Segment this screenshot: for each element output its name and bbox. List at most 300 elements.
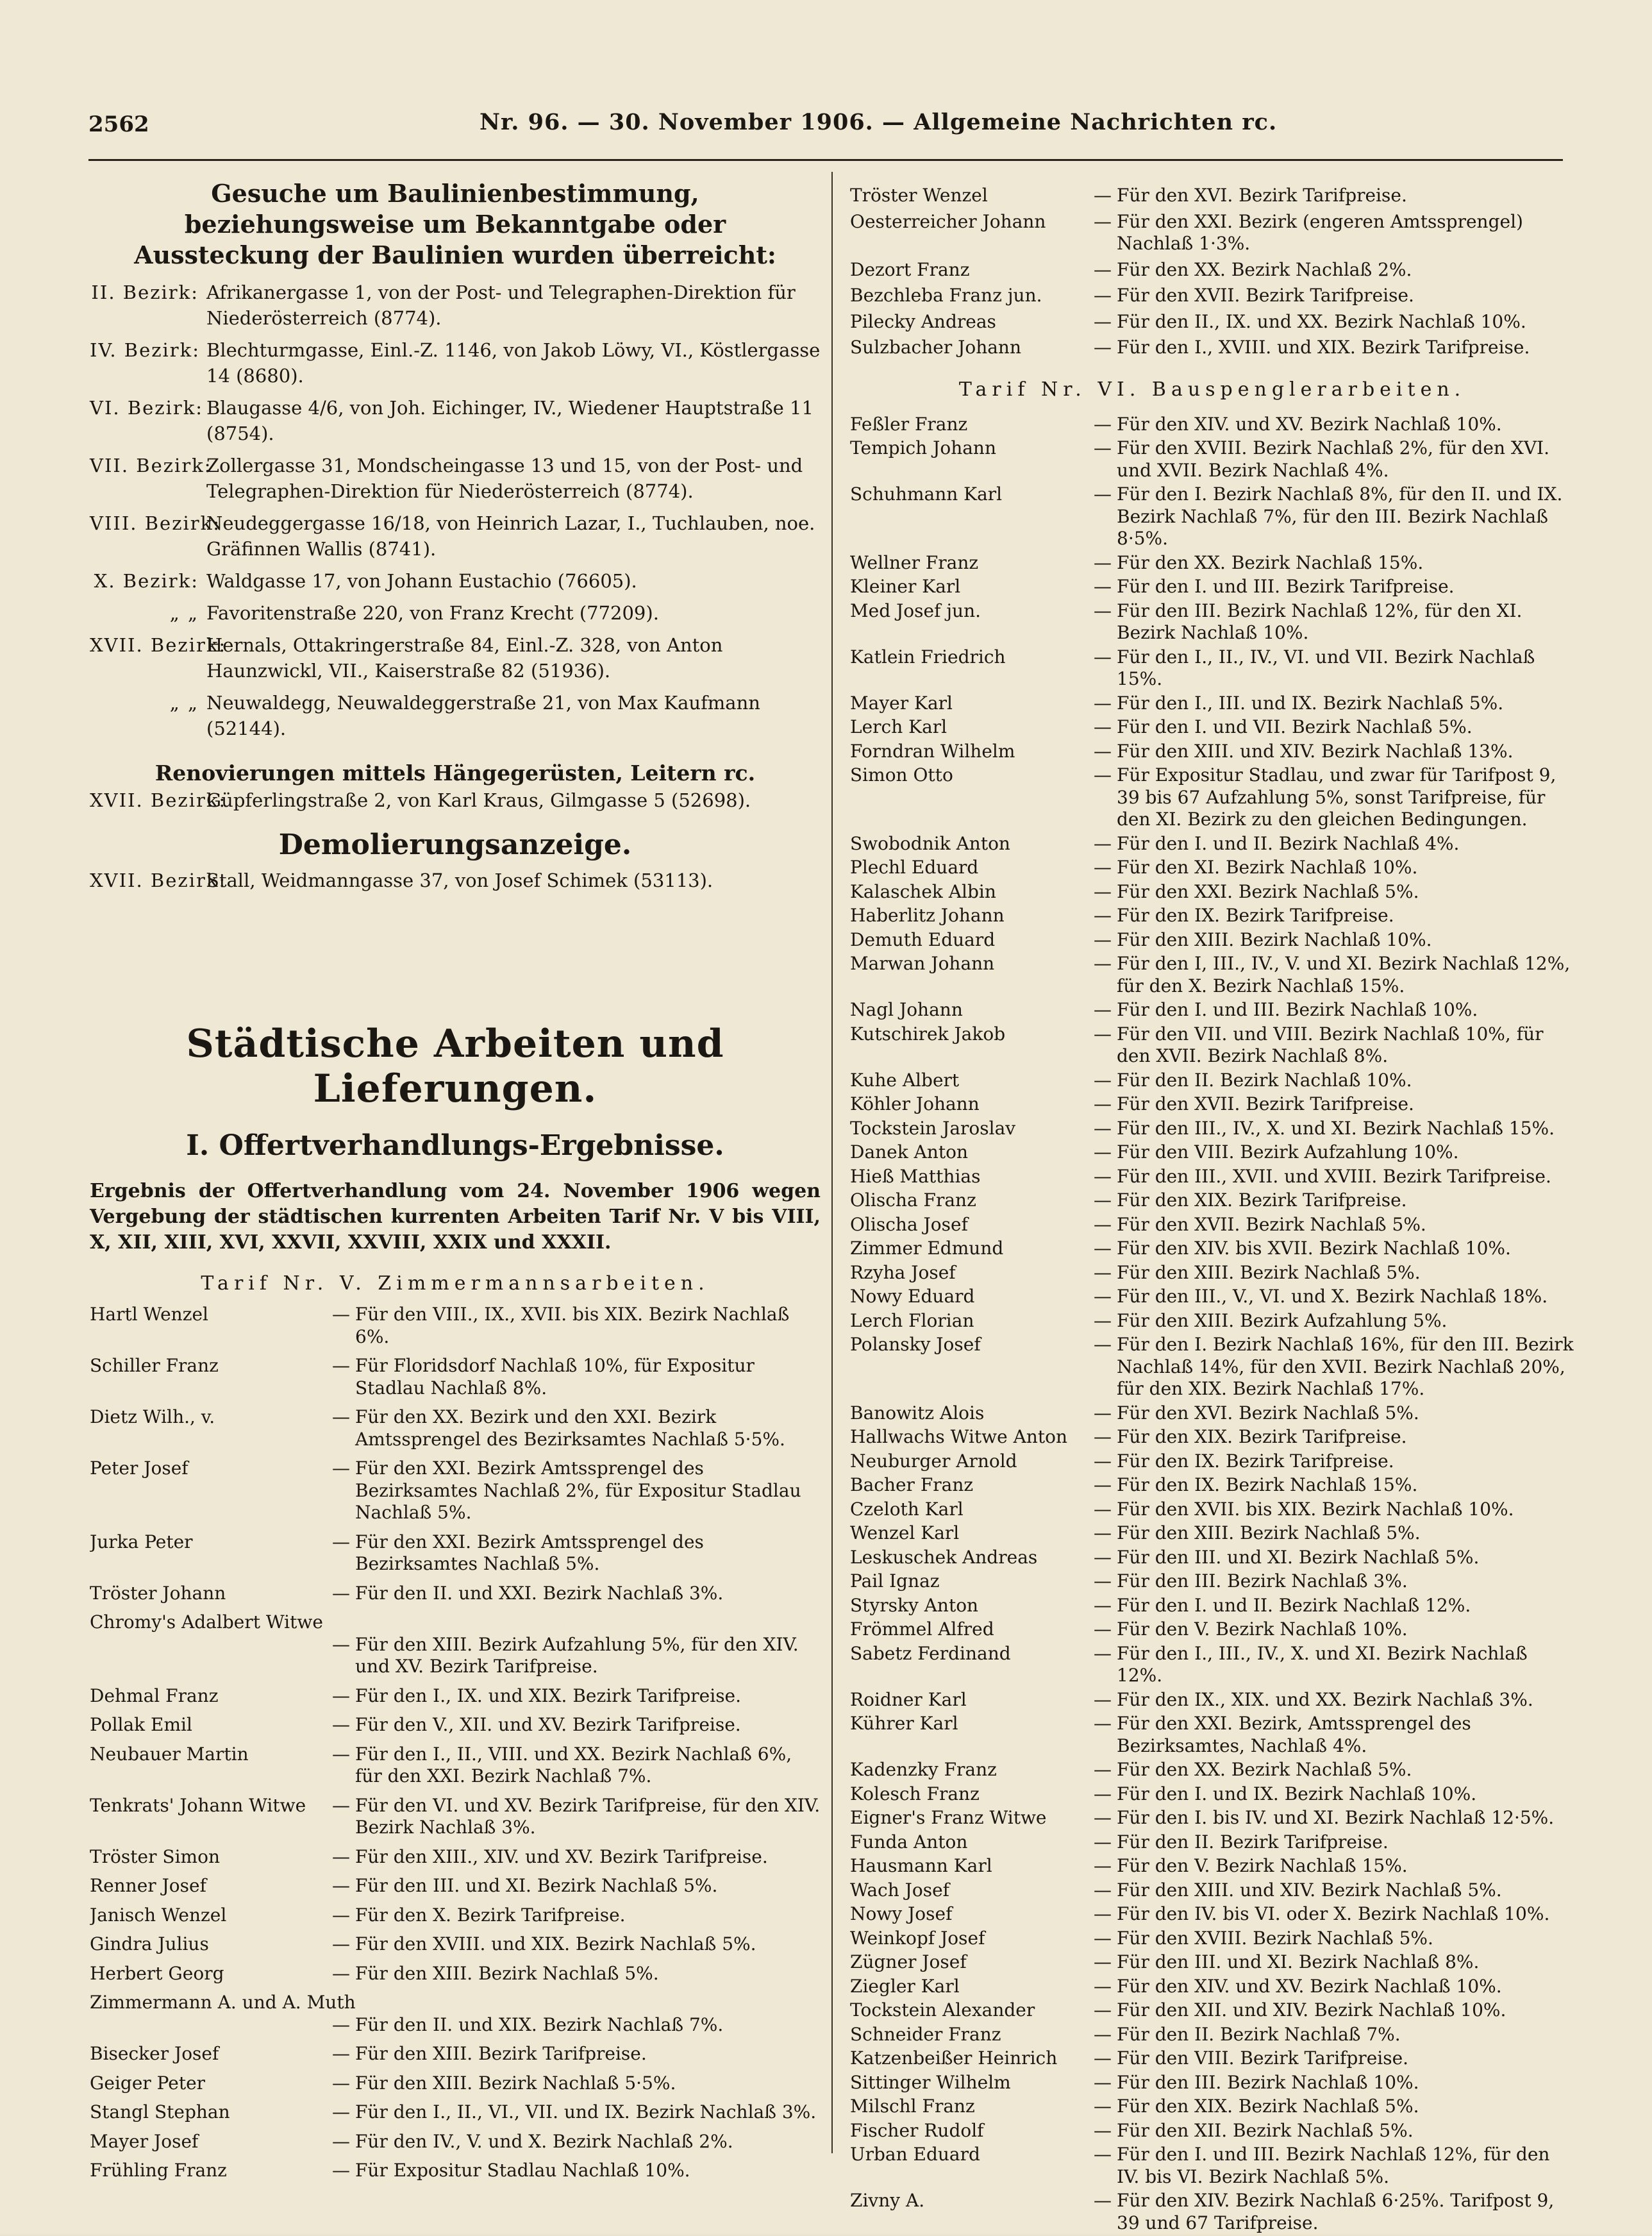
- entry-text: Für den XXI. Bezirk Amtssprengel des Bezirksamtes Nachlaß 2%, für Expositur Stadlau Nachlaß 5%.: [355, 1458, 801, 1523]
- entry-spacer: [90, 1634, 327, 1678]
- entry-text: Für den XIV. bis XVII. Bezirk Nachlaß 10%.: [1117, 1238, 1511, 1259]
- entry-dash: —: [1094, 437, 1112, 458]
- entry-text: Für den XIV. und XV. Bezirk Nachlaß 10%.: [1117, 1975, 1502, 1997]
- list-item: [850, 1783, 1574, 1806]
- list-item: [850, 929, 1574, 952]
- entry-dash: —: [1094, 310, 1112, 332]
- entry-text: Für den II. Bezirk Tarifpreise.: [1117, 1831, 1389, 1853]
- entry-text: Für den VIII. Bezirk Tarifpreise.: [1117, 2047, 1409, 2069]
- entry-text: Für den I. und III. Bezirk Nachlaß 12%, für den IV. bis VI. Bezirk Nachlaß 5%.: [1117, 2144, 1550, 2187]
- entry-dash: —: [1094, 1831, 1112, 1853]
- entry-text: Für den XIV. Bezirk Nachlaß 6·25%. Tarifpost 9, 39 und 67 Tarifpreise.: [1117, 2190, 1555, 2233]
- entry-name: Pail Ignaz: [850, 1570, 940, 1592]
- entry-dash: —: [1094, 2047, 1112, 2069]
- list-item: [850, 1595, 1574, 1617]
- entry-text: Für den I, III., IV., V. und XI. Bezirk Nachlaß 12%, für den X. Bezirk Nachlaß 15%.: [1117, 953, 1571, 996]
- entry-text: Für den I., III. und IX. Bezirk Nachlaß 5%.: [1117, 692, 1504, 714]
- entry-name: Neuburger Arnold: [850, 1450, 1017, 1472]
- entry-name: Urban Eduard: [850, 2144, 980, 2165]
- entry-dash: —: [1094, 1023, 1112, 1045]
- entry-dash: —: [1094, 1879, 1112, 1901]
- entry-name: Bisecker Josef: [90, 2043, 219, 2064]
- entry-text: Für den XX. Bezirk Nachlaß 2%.: [1117, 258, 1412, 280]
- entry-dash: —: [1094, 905, 1112, 926]
- entry-text: Für den III., XVII. und XVIII. Bezirk Tarifpreise.: [1117, 1165, 1551, 1187]
- entry-dash: —: [332, 1633, 350, 1655]
- entry-text: Für den II., IX. und XX. Bezirk Nachlaß 10%.: [1117, 310, 1526, 332]
- entry-dash: —: [1094, 285, 1112, 306]
- entry-dash: —: [1094, 600, 1112, 621]
- entry-name: Katzenbeißer Heinrich: [850, 2047, 1058, 2069]
- demolierung-heading: Demolierungsanzeige.: [278, 828, 632, 861]
- entry-text: Für den XI. Bezirk Nachlaß 10%.: [1117, 857, 1418, 878]
- entry-name: Milschl Franz: [850, 2096, 975, 2117]
- entry-dash: —: [1094, 1334, 1112, 1355]
- list-item: [850, 1286, 1574, 1308]
- entry-dash: —: [1094, 857, 1112, 878]
- list-item: [850, 1118, 1574, 1140]
- entry-text: Für den III., V., VI. und X. Bezirk Nachlaß 18%.: [1117, 1286, 1548, 1307]
- entry-text: Für den V., XII. und XV. Bezirk Tarifpreise.: [355, 1714, 741, 1735]
- entry-text: Für den XIII. Bezirk Aufzahlung 5%.: [1117, 1309, 1448, 1331]
- entry-dash: —: [1094, 1618, 1112, 1640]
- entry-name: Jurka Peter: [90, 1531, 193, 1552]
- entry-name: Simon Otto: [850, 764, 953, 786]
- entry-text: Für den III. und XI. Bezirk Nachlaß 8%.: [1117, 1951, 1480, 1972]
- list-item: [850, 1951, 1574, 1974]
- entry-name: Ziegler Karl: [850, 1975, 960, 1997]
- list-item: [90, 1406, 821, 1450]
- entry-name: Hartl Wenzel: [90, 1304, 208, 1325]
- entry-text: Für den VIII., IX., XVII. bis XIX. Bezirk Nachlaß 6%.: [355, 1304, 790, 1347]
- entry-name: Lerch Karl: [850, 716, 947, 737]
- list-item: [850, 1499, 1574, 1521]
- entry-text: Für den III. Bezirk Nachlaß 3%.: [1117, 1570, 1408, 1592]
- entry-dash: —: [332, 1933, 350, 1954]
- entry-text: Für den XIII. Bezirk Nachlaß 5·5%.: [355, 2072, 676, 2094]
- bezirk-text: Waldgasse 17, von Johann Eustachio (76605).: [206, 570, 637, 592]
- entry-dash: —: [1094, 1213, 1112, 1235]
- subsection-title: I. Offertverhandlungs-Ergebnisse.: [186, 1129, 724, 1162]
- entry-text: Für den IV. bis VI. oder X. Bezirk Nachlaß 10%.: [1117, 1903, 1550, 1924]
- list-item: [90, 1744, 821, 1788]
- entry-text: Für den I., II., IV., VI. und VII. Bezirk Nachlaß 15%.: [1117, 646, 1535, 689]
- entry-dash: —: [1094, 1522, 1112, 1543]
- entry-dash: —: [332, 1845, 350, 1867]
- entry-dash: —: [332, 1304, 350, 1325]
- bezirk-label: II. Bezirk:: [91, 282, 199, 303]
- entry-name: Styrsky Anton: [850, 1594, 979, 1616]
- entry-text: Für den XIII. und XIV. Bezirk Nachlaß 5%.: [1117, 1879, 1502, 1901]
- entry-name: Nowy Josef: [850, 1903, 953, 1924]
- entry-dash: —: [1094, 413, 1112, 435]
- entry-dash: —: [1094, 764, 1112, 786]
- entry-name: Zimmermann A. und A. Muth: [90, 1992, 356, 2013]
- list-item: [850, 857, 1574, 879]
- list-item: [850, 285, 1574, 307]
- entry-name: Banowitz Alois: [850, 1402, 985, 1424]
- list-item: [90, 1846, 821, 1869]
- entry-text: Für den I., III., IV., X. und XI. Bezirk Nachlaß 12%.: [1117, 1642, 1528, 1686]
- list-item: [850, 1474, 1574, 1497]
- entry-name: Nagl Johann: [850, 999, 963, 1020]
- entry-text: Für den I., II., VIII. und XX. Bezirk Nachlaß 6%, für den XXI. Bezirk Nachlaß 7%.: [355, 1743, 792, 1786]
- entry-text: Für den II. Bezirk Nachlaß 7%.: [1117, 2023, 1401, 2045]
- entry-name: Frömmel Alfred: [850, 1618, 994, 1640]
- entry-text: Für den V. Bezirk Nachlaß 10%.: [1117, 1618, 1408, 1640]
- entry-name: Mayer Karl: [850, 692, 953, 714]
- entry-dash: —: [332, 1458, 350, 1479]
- entry-text: Für den I. und IX. Bezirk Nachlaß 10%.: [1117, 1783, 1477, 1804]
- list-item: [850, 881, 1574, 904]
- entry-text: Für den I. und III. Bezirk Tarifpreise.: [1117, 576, 1455, 597]
- entry-name: Leskuschek Andreas: [850, 1546, 1038, 1568]
- entry-text: Für den XIII. Bezirk Nachlaß 5%.: [1117, 1261, 1421, 1283]
- bezirk-label: „ „: [169, 602, 199, 624]
- entry-text: Für den II. Bezirk Nachlaß 10%.: [1117, 1069, 1412, 1091]
- gesuch-entry: [90, 690, 821, 741]
- entry-text: Für den IX. Bezirk Tarifpreise.: [1117, 905, 1394, 926]
- entry-name: Zügner Josef: [850, 1951, 967, 1972]
- entry-dash: —: [332, 1875, 350, 1896]
- entry-text: Für den XXI. Bezirk, Amtssprengel des Bezirksamtes, Nachlaß 4%.: [1117, 1713, 1471, 1756]
- entry-text: Für den IV., V. und X. Bezirk Nachlaß 2%.: [355, 2130, 733, 2152]
- entry-text: Für den II. und XXI. Bezirk Nachlaß 3%.: [355, 1582, 724, 1604]
- bezirk-text: Güpferlingstraße 2, von Karl Kraus, Gilmgasse 5 (52698).: [206, 789, 751, 811]
- entry-dash: —: [1094, 185, 1112, 206]
- entry-text: Für den III., IV., X. und XI. Bezirk Nachlaß 15%.: [1117, 1117, 1555, 1139]
- list-item: [850, 414, 1574, 436]
- entry-continuation: [90, 2014, 821, 2037]
- entry-text: Für den I. und VII. Bezirk Nachlaß 5%.: [1117, 716, 1473, 737]
- entry-name: Janisch Wenzel: [90, 1904, 227, 1926]
- bezirk-text: Stall, Weidmanngasse 37, von Josef Schimek (53113).: [206, 870, 713, 891]
- entry-dash: —: [1094, 1426, 1112, 1447]
- gesuch-entry: [90, 395, 821, 446]
- list-item: [90, 1992, 821, 2036]
- entry-text: Für den I., II., VI., VII. und IX. Bezirk Nachlaß 3%.: [355, 2101, 817, 2123]
- entry-dash: —: [1094, 1141, 1112, 1163]
- entry-dash: —: [1094, 1474, 1112, 1495]
- list-item: [90, 1531, 821, 1576]
- list-item: [90, 1304, 821, 1348]
- entry-name: Hausmann Karl: [850, 1855, 992, 1876]
- list-item: [90, 1904, 821, 1927]
- entry-text: Für den XIII. Bezirk Nachlaß 5%.: [1117, 1522, 1421, 1543]
- entry-text: Für den XVIII. Bezirk Nachlaß 2%, für den XVI. und XVII. Bezirk Nachlaß 4%.: [1117, 437, 1550, 481]
- list-item: [850, 437, 1574, 482]
- list-item: [90, 2131, 821, 2153]
- entry-text: Für den VI. und XV. Bezirk Tarifpreise, für den XIV. Bezirk Nachlaß 3%.: [355, 1794, 821, 1838]
- entry-dash: —: [1094, 1069, 1112, 1091]
- entry-name: Schiller Franz: [90, 1355, 219, 1376]
- entry-dash: —: [1094, 1594, 1112, 1616]
- entry-name: Renner Josef: [90, 1875, 206, 1896]
- entry-text: Für den XIX. Bezirk Nachlaß 5%.: [1117, 2096, 1419, 2117]
- gesuche-heading: Gesuche um Baulinienbestimmung, beziehungsweise um Bekanntgabe oder Aussteckung der Baulinien wurden überreicht:: [134, 179, 776, 269]
- entry-dash: —: [1094, 1238, 1112, 1259]
- list-item: [90, 2043, 821, 2065]
- entry-name: Wellner Franz: [850, 551, 979, 573]
- bezirk-label: X. Bezirk:: [94, 570, 199, 592]
- gesuch-entry: [90, 600, 821, 626]
- list-item: [850, 1450, 1574, 1473]
- entry-text: Für den XIV. und XV. Bezirk Nachlaß 10%.: [1117, 413, 1502, 435]
- entry-text: Für den XXI. Bezirk Amtssprengel des Bezirksamtes Nachlaß 5%.: [355, 1531, 704, 1574]
- entry-dash: —: [1094, 1855, 1112, 1876]
- list-item: [850, 1238, 1574, 1260]
- renovierungen-entry: [90, 787, 821, 813]
- entry-dash: —: [332, 2160, 350, 2181]
- list-item: [850, 1643, 1574, 1687]
- entry-text: Für den I. und III. Bezirk Nachlaß 10%.: [1117, 999, 1478, 1020]
- entry-dash: —: [1094, 692, 1112, 714]
- entry-dash: —: [1094, 716, 1112, 737]
- entry-text: Für den III. Bezirk Nachlaß 10%.: [1117, 2071, 1419, 2093]
- entry-name: Pilecky Andreas: [850, 310, 996, 332]
- bezirk-text: Zollergasse 31, Mondscheingasse 13 und 15, von der Post- und Telegraphen-Direktion für Niederösterreich (8774).: [206, 455, 803, 502]
- entry-text: Für den XIII. Bezirk Nachlaß 10%.: [1117, 929, 1432, 950]
- list-item: [850, 600, 1574, 644]
- entry-dash: —: [1094, 1261, 1112, 1283]
- entry-name: Olischa Franz: [850, 1189, 976, 1211]
- entry-name: Czeloth Karl: [850, 1498, 964, 1520]
- list-item: [90, 1875, 821, 1897]
- list-item: [850, 1879, 1574, 1902]
- entry-text: Für den XVI. Bezirk Tarifpreise.: [1117, 185, 1407, 206]
- entry-text: Für den XX. Bezirk und den XXI. Bezirk Amtssprengel des Bezirksamtes Nachlaß 5·5%.: [355, 1406, 785, 1450]
- gesuch-entry: [90, 337, 821, 389]
- entry-dash: —: [332, 1904, 350, 1926]
- bezirk-label: XVII. Bezirk:: [90, 870, 227, 891]
- list-item: [850, 2144, 1574, 2188]
- list-item: [850, 2096, 1574, 2118]
- list-item: [850, 1855, 1574, 1878]
- entry-name: Gindra Julius: [90, 1933, 209, 1954]
- entry-dash: —: [1094, 1807, 1112, 1828]
- page-number: 2562: [88, 112, 149, 137]
- entry-dash: —: [1094, 2190, 1112, 2211]
- list-item: [850, 1928, 1574, 1950]
- bezirk-label: „ „: [169, 692, 199, 714]
- list-item: [90, 1963, 821, 1985]
- entry-dash: —: [332, 1355, 350, 1376]
- entry-text: Für den II. und XIX. Bezirk Nachlaß 7%.: [355, 2013, 724, 2035]
- entry-text: Für den XIII. Bezirk Aufzahlung 5%, für den XIV. und XV. Bezirk Tarifpreise.: [355, 1633, 799, 1677]
- entry-name: Kuhe Albert: [850, 1069, 960, 1091]
- entry-name: Peter Josef: [90, 1458, 188, 1479]
- list-item: [90, 2101, 821, 2124]
- entry-text: Für den III. und XI. Bezirk Nachlaß 5%.: [355, 1875, 718, 1896]
- entry-dash: —: [332, 1794, 350, 1816]
- entry-text: Für den IX. Bezirk Tarifpreise.: [1117, 1450, 1394, 1472]
- entry-text: Für den I. bis IV. und XI. Bezirk Nachlaß 12·5%.: [1117, 1807, 1555, 1828]
- list-item: [850, 2024, 1574, 2046]
- list-item: [850, 716, 1574, 739]
- entry-name: Frühling Franz: [90, 2160, 227, 2181]
- entry-name: Neubauer Martin: [90, 1743, 249, 1765]
- entry-dash: —: [1094, 740, 1112, 762]
- list-item: [850, 483, 1574, 550]
- entry-text: Für den XIII. Bezirk Nachlaß 5%.: [355, 1962, 659, 1984]
- entry-name: Schuhmann Karl: [850, 483, 1003, 505]
- entry-name: Bacher Franz: [850, 1474, 974, 1495]
- entry-text: Für Expositur Stadlau, und zwar für Tarifpost 9, 39 bis 67 Aufzahlung 5%, sonst Tarifpreise, für den XI. Bezirk zu den gleichen Bedingungen.: [1117, 764, 1556, 830]
- bezirk-text: Neuwaldegg, Neuwaldeggerstraße 21, von Max Kaufmann (52144).: [206, 692, 760, 739]
- entry-text: Für den XIII. und XIV. Bezirk Nachlaß 13%.: [1117, 740, 1514, 762]
- entry-dash: —: [1094, 2023, 1112, 2045]
- entry-name: Herbert Georg: [90, 1962, 224, 1984]
- entry-text: Für den III. und XI. Bezirk Nachlaß 5%.: [1117, 1546, 1480, 1568]
- entry-dash: —: [332, 1962, 350, 1984]
- entry-name: Funda Anton: [850, 1831, 968, 1853]
- entry-text: Für den III. Bezirk Nachlaß 12%, für den XI. Bezirk Nachlaß 10%.: [1117, 600, 1523, 643]
- entry-dash: —: [1094, 2119, 1112, 2141]
- entry-dash: —: [1094, 1783, 1112, 1804]
- entry-text: Für den XVII. bis XIX. Bezirk Nachlaß 10%.: [1117, 1498, 1514, 1520]
- entry-text: Für den IX. Bezirk Nachlaß 15%.: [1117, 1474, 1418, 1495]
- list-item: [850, 2120, 1574, 2142]
- bezirk-label: XVII. Bezirk:: [90, 789, 227, 811]
- entry-dash: —: [1094, 1975, 1112, 1997]
- entry-name: Roidner Karl: [850, 1688, 967, 1710]
- entry-dash: —: [332, 2130, 350, 2152]
- entry-name: Kalaschek Albin: [850, 880, 996, 902]
- entry-dash: —: [1094, 999, 1112, 1020]
- entry-text: Für den XII. und XIV. Bezirk Nachlaß 10%.: [1117, 1999, 1506, 2021]
- list-item: [850, 764, 1574, 831]
- bezirk-label: IV. Bezirk:: [90, 339, 200, 361]
- entry-name: Kleiner Karl: [850, 576, 961, 597]
- list-item: [850, 1426, 1574, 1449]
- list-item: [850, 1976, 1574, 1998]
- list-item: [850, 1522, 1574, 1545]
- entry-name: Plechl Eduard: [850, 857, 979, 878]
- entry-text: Für den I. Bezirk Nachlaß 8%, für den II. und IX. Bezirk Nachlaß 7%, für den III. Bezirk Nachlaß 8·5%.: [1117, 483, 1563, 549]
- list-item: [90, 1795, 821, 1839]
- list-item: [850, 1618, 1574, 1641]
- list-item: [850, 2047, 1574, 2070]
- renovierungen-heading: Renovierungen mittels Hängegerüsten, Leitern rc.: [154, 761, 756, 786]
- entry-dash: —: [1094, 1688, 1112, 1710]
- entry-name: Tenkrats' Johann Witwe: [90, 1794, 306, 1816]
- list-item: [850, 1903, 1574, 1926]
- list-item: [850, 999, 1574, 1021]
- entry-name: Forndran Wilhelm: [850, 740, 1015, 762]
- entry-text: Für den XVI. Bezirk Nachlaß 5%.: [1117, 1402, 1419, 1424]
- list-item: [90, 2072, 821, 2095]
- tarif-heading: Tarif Nr. V. Zimmermannsarbeiten.: [201, 1272, 710, 1295]
- entry-name: Mayer Josef: [90, 2130, 199, 2152]
- entry-dash: —: [1094, 483, 1112, 505]
- entry-name: Demuth Eduard: [850, 929, 996, 950]
- list-item: [850, 211, 1574, 255]
- bezirk-text: Favoritenstraße 220, von Franz Krecht (77209).: [206, 602, 659, 624]
- list-item: [850, 741, 1574, 763]
- left-entry-list: [90, 1304, 821, 2182]
- entry-dash: —: [1094, 210, 1112, 232]
- entry-dash: —: [1094, 2071, 1112, 2093]
- entry-text: Für den XVII. Bezirk Tarifpreise.: [1117, 1093, 1414, 1114]
- list-item: [90, 2160, 821, 2182]
- entry-dash: —: [1094, 1642, 1112, 1664]
- entry-name: Sulzbacher Johann: [850, 337, 1021, 358]
- entry-name: Dietz Wilh., v.: [90, 1406, 215, 1427]
- entry-dash: —: [1094, 953, 1112, 974]
- gesuch-entry: [90, 453, 821, 504]
- entry-dash: —: [332, 2043, 350, 2064]
- list-item: [90, 1583, 821, 1605]
- list-item: [850, 1070, 1574, 1092]
- list-item: [90, 1458, 821, 1524]
- entry-dash: —: [1094, 1402, 1112, 1424]
- bezirk-text: Blaugasse 4/6, von Joh. Eichinger, IV., Wiedener Hauptstraße 11 (8754).: [206, 397, 813, 444]
- entry-name: Kolesch Franz: [850, 1783, 980, 1804]
- entry-text: Für den XIX. Bezirk Tarifpreise.: [1117, 1189, 1407, 1211]
- entry-name: Wach Josef: [850, 1879, 950, 1901]
- entry-name: Olischa Josef: [850, 1213, 968, 1235]
- entry-text: Für den X. Bezirk Tarifpreise.: [355, 1904, 626, 1926]
- list-item: [850, 1689, 1574, 1711]
- entry-name: Sabetz Ferdinand: [850, 1642, 1011, 1664]
- entry-name: Kadenzky Franz: [850, 1759, 997, 1780]
- ergebnis-intro: Ergebnis der Offertverhandlung vom 24. November 1906 wegen Vergebung der städtischen kurrenten Arbeiten Tarif Nr. V bis VIII, X, XII, XIII, XVI, XXVII, XXVIII, XXIX und XXXII.: [90, 1180, 821, 1254]
- list-item: [850, 646, 1574, 691]
- list-item: [90, 1685, 821, 1708]
- entry-name: Feßler Franz: [850, 413, 968, 435]
- list-item: [850, 833, 1574, 855]
- entry-name: Eigner's Franz Witwe: [850, 1807, 1047, 1828]
- entry-text: Für den XX. Bezirk Nachlaß 15%.: [1117, 551, 1424, 573]
- right-entry-list-b: [850, 414, 1574, 2235]
- entry-dash: —: [332, 1531, 350, 1552]
- entry-dash: —: [1094, 2144, 1112, 2165]
- tarif-heading: Tarif Nr. VI. Bauspenglerarbeiten.: [958, 378, 1466, 401]
- entry-dash: —: [1094, 337, 1112, 358]
- entry-name: Geiger Peter: [90, 2072, 206, 2094]
- entry-dash: —: [1094, 1999, 1112, 2021]
- list-item: [850, 693, 1574, 715]
- bezirk-text: Afrikanergasse 1, von der Post- und Telegraphen-Direktion für Niederösterreich (8774).: [206, 282, 796, 329]
- entry-dash: —: [332, 1743, 350, 1765]
- entry-name: Pollak Emil: [90, 1714, 192, 1735]
- entry-name: Kührer Karl: [850, 1713, 958, 1734]
- bezirk-label: VIII. Bezirk:: [90, 512, 221, 534]
- entry-name: Nowy Eduard: [850, 1286, 975, 1307]
- entry-text: Für den I., IX. und XIX. Bezirk Tarifpreise.: [355, 1685, 742, 1706]
- entry-dash: —: [332, 2101, 350, 2123]
- entry-dash: —: [1094, 1093, 1112, 1114]
- entry-text: Für den I. Bezirk Nachlaß 16%, für den III. Bezirk Nachlaß 14%, für den XVII. Bezirk Nachlaß 20%, für den XIX. Bezirk Nachlaß 17%.: [1117, 1334, 1574, 1399]
- list-item: [850, 1262, 1574, 1284]
- list-item: [850, 1166, 1574, 1188]
- list-item: [850, 337, 1574, 359]
- entry-text: Für den I., XVIII. und XIX. Bezirk Tarifpreise.: [1117, 337, 1530, 358]
- entry-text: Für den XVII. Bezirk Nachlaß 5%.: [1117, 1213, 1426, 1235]
- entry-dash: —: [1094, 2096, 1112, 2117]
- list-item: [850, 905, 1574, 927]
- entry-dash: —: [1094, 1570, 1112, 1592]
- entry-dash: —: [1094, 551, 1112, 573]
- entry-dash: —: [1094, 880, 1112, 902]
- entry-name: Hallwachs Witwe Anton: [850, 1426, 1067, 1447]
- demolierung-entry: [90, 868, 821, 893]
- gesuch-entry: [90, 568, 821, 594]
- bezirk-label: XVII. Bezirk:: [90, 634, 227, 656]
- entry-text: Für den IX., XIX. und XX. Bezirk Nachlaß 3%.: [1117, 1688, 1533, 1710]
- entry-text: Für den XVIII. und XIX. Bezirk Nachlaß 5%.: [355, 1933, 756, 1954]
- list-item: [850, 576, 1574, 598]
